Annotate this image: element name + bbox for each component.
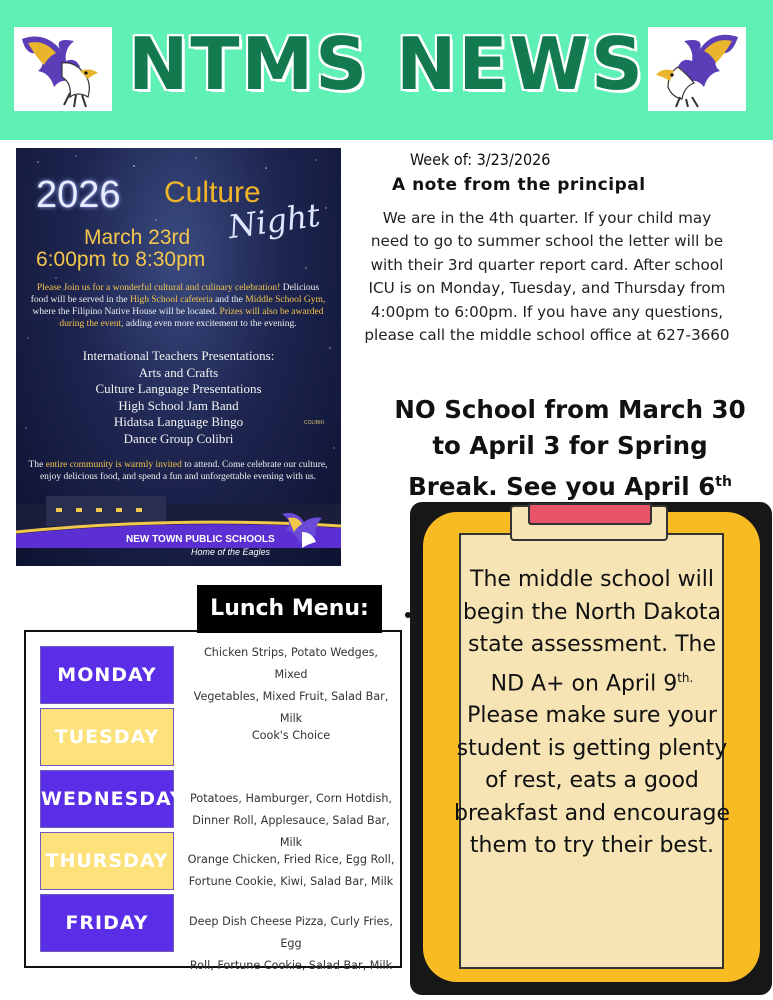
poster-time: 6:00pm to 8:30pm — [36, 248, 206, 271]
day-wednesday: WEDNESDAY — [40, 770, 174, 828]
meal-wednesday — [186, 788, 396, 854]
clipboard-tab — [528, 503, 652, 525]
meal-tuesday — [186, 725, 396, 747]
lunch-menu-title: Lunch Menu: — [197, 585, 382, 633]
assessment-text-b: Please make sure your student is getting plenty of rest, eats a good breakfast and encourage them to try their best. — [454, 703, 730, 859]
meal-line: Chicken Strips, Potato Wedges, Mixed — [204, 646, 378, 681]
day-monday: MONDAY — [40, 646, 174, 704]
poster-list-item: International Teachers Presentations: — [82, 348, 275, 363]
poster-invite-e: Middle School Gym, — [245, 295, 326, 305]
meal-line: Vegetables, Mixed Fruit, Salad Bar, Milk — [193, 690, 389, 725]
poster-list-item: Dance Group Colibri — [123, 430, 234, 446]
lunch-menu-box — [24, 630, 402, 972]
poster-closing-c: to attend. Come celebrate our culture, enjoy delicious food, and spend a fun and unforgettable evening with us. — [39, 460, 328, 482]
newsletter-title: NTMS NEWS — [128, 22, 645, 106]
eagle-icon — [278, 508, 328, 552]
poster-invite-a: Please Join us for a wonderful cultural and culinary celebration! — [36, 283, 281, 293]
meal-friday — [186, 911, 396, 977]
poster-list-item: Arts and Crafts — [138, 364, 219, 380]
poster-date: March 23rd — [84, 226, 191, 249]
spring-break-text: NO School from March 30 to April 3 for Spring Break. See you April 6 — [394, 395, 746, 502]
culture-night-poster — [16, 148, 341, 566]
assessment-notice — [452, 564, 732, 863]
meal-line: Deep Dish Cheese Pizza, Curly Fries, Egg — [189, 915, 393, 950]
poster-invite — [28, 282, 328, 330]
spring-break-sup: th — [715, 474, 732, 490]
assessment-sup: th. — [677, 670, 694, 685]
poster-invite-b: Delicious food will be served in the — [30, 283, 320, 305]
principal-note-body: We are in the 4th quarter. If your child may need to go to summer school the letter will be with their 3rd quarter report card. After school ICU is on Monday, Tuesday, and Thursday from 4:00pm to 6:00pm. If you have any questions, please call the middle school office at 627-3660 — [364, 209, 730, 345]
meal-thursday — [186, 849, 396, 893]
poster-closing — [28, 459, 328, 483]
poster-closing-a: The — [28, 460, 44, 470]
district-name: NEW TOWN PUBLIC SCHOOLS — [126, 534, 275, 545]
week-of-label: Week of: 3/23/2026 — [410, 150, 551, 169]
meal-line: Orange Chicken, Fried Rice, Egg Roll, — [187, 853, 395, 866]
day-tuesday: TUESDAY — [40, 708, 174, 766]
eagle-icon — [648, 27, 746, 111]
poster-list-item: Culture Language Presentations — [95, 381, 262, 396]
district-tagline: Home of the Eagles — [191, 547, 271, 557]
poster-invite-c: High School cafeteria — [129, 295, 213, 305]
meal-line: Cook's Choice — [251, 729, 331, 742]
poster-list-item: Hidatsa Language Bingo — [113, 414, 244, 429]
colibri-logo: COLIBRI — [303, 420, 324, 426]
poster-culture: Culture — [164, 176, 261, 209]
meal-line: Dinner Roll, Applesauce, Salad Bar, Milk — [192, 814, 390, 849]
poster-invite-g: Prizes will also be awarded during the event, — [59, 307, 324, 329]
meal-monday — [186, 642, 396, 730]
poster-closing-b: entire community is warmly invited — [45, 460, 182, 470]
header-banner — [0, 0, 773, 140]
poster-year: 2026 — [36, 174, 121, 216]
spring-break-notice — [390, 392, 750, 505]
assessment-text-a: The middle school will begin the North Dakota state assessment. The ND A+ on April 9 — [462, 567, 722, 696]
day-thursday: THURSDAY — [40, 832, 174, 890]
poster-night: Night — [225, 195, 323, 247]
poster-invite-f: where the Filipino Native House will be located. — [32, 307, 218, 317]
principal-note-title: A note from the principal — [392, 175, 646, 195]
poster-invite-h: adding even more excitement to the evening. — [125, 319, 297, 329]
eagle-logo-right — [648, 27, 746, 111]
poster-list-item: High School Jam Band — [118, 397, 239, 413]
poster-activity-list — [36, 348, 321, 447]
meal-line: Fortune Cookie, Kiwi, Salad Bar, Milk — [188, 875, 394, 888]
poster-invite-d: and the — [215, 295, 243, 305]
meal-line: Potatoes, Hamburger, Corn Hotdish, — [190, 792, 392, 805]
day-friday: FRIDAY — [40, 894, 174, 952]
meal-line: Roll, Fortune Cookie, Salad Bar, Milk — [189, 959, 393, 972]
